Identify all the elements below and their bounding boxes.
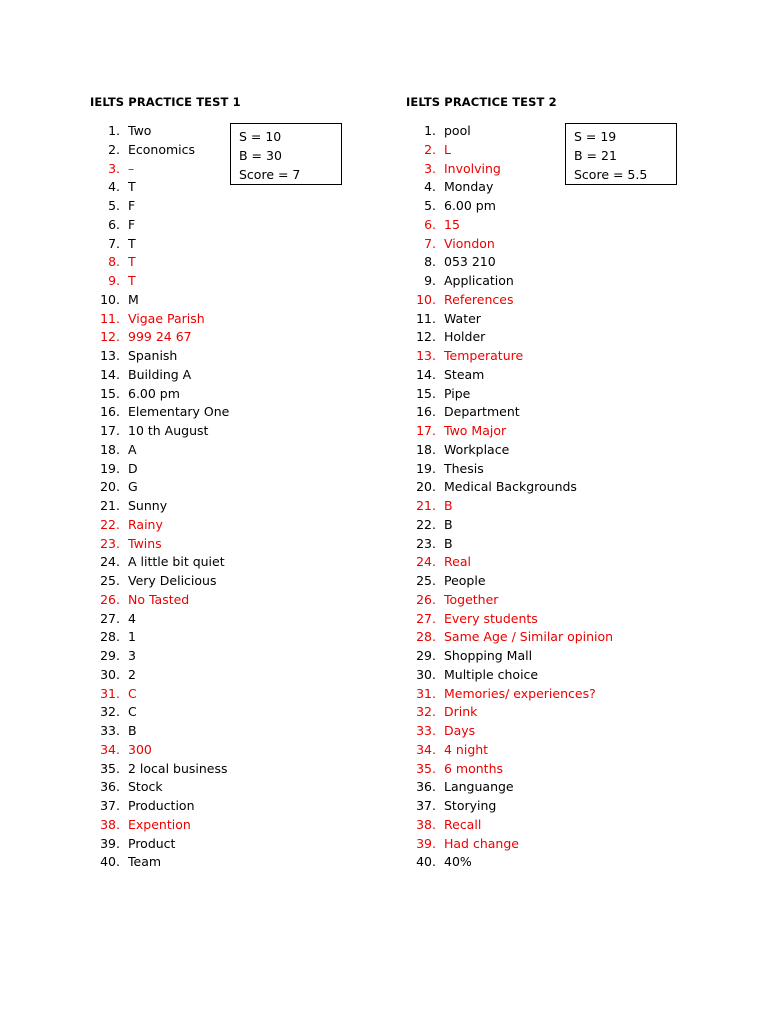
answer-item bbox=[414, 628, 613, 647]
answer-item bbox=[414, 422, 613, 441]
answer-number: 23. bbox=[416, 535, 436, 551]
answer-item bbox=[414, 666, 613, 685]
answer-text: Every students bbox=[444, 610, 538, 626]
answer-number: 37. bbox=[416, 798, 436, 813]
answer-number: 36. bbox=[100, 779, 120, 795]
answer-number: 24. bbox=[416, 554, 436, 570]
answer-item bbox=[98, 216, 229, 235]
answer-text: Elementary One bbox=[128, 404, 230, 420]
answer-number: 13. bbox=[416, 348, 436, 363]
answer-text: Memories/ experiences? bbox=[444, 685, 596, 701]
answer-number: 20. bbox=[100, 479, 120, 495]
answer-item bbox=[414, 685, 613, 704]
answer-item bbox=[98, 478, 229, 497]
answer-text: 6 months bbox=[444, 760, 504, 776]
answer-text: B bbox=[444, 516, 453, 532]
answer-item bbox=[98, 797, 229, 816]
answer-number: 18. bbox=[416, 441, 436, 457]
answer-text: F bbox=[128, 198, 136, 213]
answer-number: 2. bbox=[424, 141, 436, 157]
answer-item bbox=[98, 647, 229, 666]
answer-text: F bbox=[128, 216, 136, 232]
answer-text: Viondon bbox=[444, 235, 495, 251]
answer-item bbox=[414, 216, 613, 235]
answer-item bbox=[414, 497, 613, 516]
answer-text: Expention bbox=[128, 816, 191, 832]
answer-number: 36. bbox=[416, 779, 436, 795]
answer-text: L bbox=[444, 141, 451, 157]
answer-text: Production bbox=[128, 798, 195, 813]
answer-text: Thesis bbox=[444, 460, 484, 476]
answer-item bbox=[98, 347, 229, 366]
answer-text: Had change bbox=[444, 835, 519, 851]
test-1-answer-list bbox=[98, 122, 229, 872]
answer-number: 25. bbox=[100, 573, 120, 588]
answer-number: 21. bbox=[416, 498, 436, 513]
test-2-title: IELTS PRACTICE TEST 2 bbox=[406, 95, 557, 109]
answer-item bbox=[414, 797, 613, 816]
answer-text: 2 bbox=[128, 666, 136, 682]
answer-text: A little bit quiet bbox=[128, 554, 225, 570]
answer-number: 8. bbox=[424, 254, 436, 270]
answer-text: 6.00 pm bbox=[128, 385, 180, 401]
test-1-s-value: S = 10 bbox=[239, 129, 282, 144]
answer-item bbox=[414, 741, 613, 760]
answer-item bbox=[98, 703, 229, 722]
answer-number: 29. bbox=[416, 648, 436, 663]
answer-text: D bbox=[128, 460, 138, 476]
answer-item bbox=[98, 422, 229, 441]
answer-number: 16. bbox=[100, 404, 120, 420]
answer-item bbox=[414, 478, 613, 497]
answer-text: 10 th August bbox=[128, 423, 209, 438]
answer-text: 300 bbox=[128, 741, 152, 757]
answer-item bbox=[414, 272, 613, 291]
answer-number: 5. bbox=[424, 198, 436, 213]
answer-text: Department bbox=[444, 404, 520, 420]
answer-text: Water bbox=[444, 310, 481, 326]
answer-item bbox=[414, 778, 613, 797]
answer-item bbox=[414, 760, 613, 779]
answer-item bbox=[414, 516, 613, 535]
answer-item bbox=[98, 535, 229, 554]
answer-number: 28. bbox=[416, 629, 436, 645]
answer-item bbox=[414, 722, 613, 741]
answer-number: 10. bbox=[100, 291, 120, 307]
answer-number: 7. bbox=[108, 235, 120, 251]
answer-number: 38. bbox=[416, 816, 436, 832]
answer-text: Pipe bbox=[444, 385, 471, 401]
answer-number: 14. bbox=[416, 366, 436, 382]
answer-number: 3. bbox=[108, 160, 120, 176]
answer-text: T bbox=[128, 235, 136, 251]
answer-item bbox=[98, 572, 229, 591]
answer-text: pool bbox=[444, 123, 471, 138]
answer-text: M bbox=[128, 291, 139, 307]
answer-number: 1. bbox=[424, 123, 436, 138]
answer-text: B bbox=[444, 498, 453, 513]
answer-number: 8. bbox=[108, 254, 120, 270]
answer-number: 9. bbox=[108, 273, 120, 288]
answer-text: 3 bbox=[128, 648, 136, 663]
answer-item bbox=[414, 647, 613, 666]
answer-item bbox=[98, 291, 229, 310]
test-2-score-box bbox=[565, 123, 677, 185]
test-1-b-value: B = 30 bbox=[239, 148, 282, 163]
answer-number: 18. bbox=[100, 441, 120, 457]
answer-number: 3. bbox=[424, 160, 436, 176]
answer-number: 6. bbox=[108, 216, 120, 232]
answer-number: 2. bbox=[108, 141, 120, 157]
answer-number: 24. bbox=[100, 554, 120, 570]
answer-number: 22. bbox=[416, 516, 436, 532]
answer-item bbox=[414, 385, 613, 404]
answer-item bbox=[414, 591, 613, 610]
answer-item bbox=[414, 235, 613, 254]
answer-text: Languange bbox=[444, 779, 514, 795]
answer-item bbox=[98, 853, 229, 872]
answer-text: Twins bbox=[128, 535, 162, 551]
answer-number: 34. bbox=[416, 741, 436, 757]
answer-number: 35. bbox=[416, 760, 436, 776]
answer-item bbox=[414, 403, 613, 422]
answer-text: A bbox=[128, 441, 137, 457]
answer-text: Stock bbox=[128, 779, 163, 795]
answer-item bbox=[98, 741, 229, 760]
answer-number: 7. bbox=[424, 235, 436, 251]
answer-item bbox=[98, 235, 229, 254]
answer-text: 1 bbox=[128, 629, 136, 645]
answer-number: 37. bbox=[100, 798, 120, 813]
answer-item bbox=[98, 778, 229, 797]
answer-text: 999 24 67 bbox=[128, 329, 192, 345]
answer-number: 15. bbox=[100, 385, 120, 401]
answer-item bbox=[414, 291, 613, 310]
answer-number: 26. bbox=[416, 591, 436, 607]
answer-item bbox=[414, 253, 613, 272]
answer-number: 33. bbox=[100, 723, 120, 738]
answer-text: Spanish bbox=[128, 348, 178, 363]
answer-number: 39. bbox=[100, 835, 120, 851]
answer-item bbox=[414, 572, 613, 591]
answer-text: Workplace bbox=[444, 441, 510, 457]
test-2-b-value: B = 21 bbox=[574, 148, 617, 163]
answer-number: 11. bbox=[100, 310, 120, 326]
answer-text: Two bbox=[128, 123, 152, 138]
answer-text: G bbox=[128, 479, 138, 495]
answer-text: Recall bbox=[444, 816, 482, 832]
answer-item bbox=[414, 441, 613, 460]
answer-text: 4 night bbox=[444, 741, 489, 757]
answer-item bbox=[414, 703, 613, 722]
answer-item bbox=[98, 497, 229, 516]
answer-number: 9. bbox=[424, 273, 436, 288]
answer-text: Shopping Mall bbox=[444, 648, 533, 663]
answer-text: T bbox=[128, 179, 136, 195]
answer-number: 21. bbox=[100, 498, 120, 513]
answer-item bbox=[98, 178, 229, 197]
answer-number: 35. bbox=[100, 760, 120, 776]
answer-text: 2 local business bbox=[128, 760, 228, 776]
answer-number: 16. bbox=[416, 404, 436, 420]
answer-item bbox=[98, 460, 229, 479]
answer-item bbox=[414, 347, 613, 366]
answer-text: Real bbox=[444, 554, 471, 570]
answer-text: B bbox=[128, 723, 137, 738]
answer-number: 20. bbox=[416, 479, 436, 495]
answer-number: 40. bbox=[100, 854, 120, 870]
answer-number: 14. bbox=[100, 366, 120, 382]
answer-number: 15. bbox=[416, 385, 436, 401]
answer-number: 39. bbox=[416, 835, 436, 851]
answer-number: 31. bbox=[100, 685, 120, 701]
answer-text: T bbox=[128, 254, 136, 270]
answer-text: 6.00 pm bbox=[444, 198, 496, 213]
answer-number: 13. bbox=[100, 348, 120, 363]
answer-text: Vigae Parish bbox=[128, 310, 205, 326]
answer-text: Days bbox=[444, 723, 476, 738]
answer-text: References bbox=[444, 291, 514, 307]
test-2-score-value: Score = 5.5 bbox=[574, 167, 648, 182]
answer-text: 15 bbox=[444, 216, 460, 232]
answer-number: 19. bbox=[416, 460, 436, 476]
test-1-score-value: Score = 7 bbox=[239, 167, 301, 182]
answer-item bbox=[98, 122, 229, 141]
answer-item bbox=[414, 310, 613, 329]
answer-item bbox=[414, 610, 613, 629]
answer-text: No Tasted bbox=[128, 591, 190, 607]
answer-number: 5. bbox=[108, 198, 120, 213]
answer-text: 053 210 bbox=[444, 254, 496, 270]
answer-number: 32. bbox=[416, 704, 436, 720]
answer-number: 22. bbox=[100, 516, 120, 532]
answer-text: Storying bbox=[444, 798, 497, 813]
answer-item bbox=[414, 460, 613, 479]
answer-text: Monday bbox=[444, 179, 494, 195]
answer-item bbox=[414, 197, 613, 216]
answer-number: 25. bbox=[416, 573, 436, 588]
answer-number: 19. bbox=[100, 460, 120, 476]
answer-item bbox=[98, 160, 229, 179]
answer-number: 17. bbox=[416, 423, 436, 438]
answer-number: 27. bbox=[100, 610, 120, 626]
answer-item bbox=[414, 366, 613, 385]
answer-number: 30. bbox=[416, 666, 436, 682]
answer-item bbox=[414, 553, 613, 572]
test-1-column bbox=[90, 94, 241, 870]
answer-item bbox=[98, 403, 229, 422]
answer-text: Rainy bbox=[128, 516, 163, 532]
answer-number: 26. bbox=[100, 591, 120, 607]
answer-text: Two Major bbox=[444, 423, 507, 438]
answer-item bbox=[98, 366, 229, 385]
answer-number: 29. bbox=[100, 648, 120, 663]
answer-number: 34. bbox=[100, 741, 120, 757]
answer-number: 12. bbox=[416, 329, 436, 345]
answer-number: 33. bbox=[416, 723, 436, 738]
answer-text: People bbox=[444, 573, 486, 588]
answer-text: T bbox=[128, 273, 136, 288]
answer-number: 31. bbox=[416, 685, 436, 701]
answer-item bbox=[98, 516, 229, 535]
answer-item bbox=[98, 610, 229, 629]
answer-number: 40. bbox=[416, 854, 436, 870]
answer-number: 6. bbox=[424, 216, 436, 232]
answer-number: 23. bbox=[100, 535, 120, 551]
test-1-score-box bbox=[230, 123, 342, 185]
answer-number: 12. bbox=[100, 329, 120, 345]
answer-item bbox=[414, 853, 613, 872]
answer-text: Holder bbox=[444, 329, 486, 345]
answer-text: Sunny bbox=[128, 498, 168, 513]
answer-text: 4 bbox=[128, 610, 136, 626]
answer-text: B bbox=[444, 535, 453, 551]
answer-item bbox=[98, 385, 229, 404]
answer-item bbox=[98, 760, 229, 779]
answer-item bbox=[414, 328, 613, 347]
answer-text: Temperature bbox=[444, 348, 524, 363]
answer-text: Same Age / Similar opinion bbox=[444, 629, 614, 645]
test-2-s-value: S = 19 bbox=[574, 129, 617, 144]
answer-number: 30. bbox=[100, 666, 120, 682]
answer-item bbox=[98, 722, 229, 741]
answer-item bbox=[414, 835, 613, 854]
answer-text: Very Delicious bbox=[128, 573, 217, 588]
answer-text: Economics bbox=[128, 141, 196, 157]
answer-number: 1. bbox=[108, 123, 120, 138]
answer-item bbox=[98, 328, 229, 347]
answer-item bbox=[98, 835, 229, 854]
answer-item bbox=[414, 816, 613, 835]
answer-text: Drink bbox=[444, 704, 478, 720]
answer-text: C bbox=[128, 704, 137, 720]
answer-text: C bbox=[128, 685, 137, 701]
answer-item bbox=[98, 591, 229, 610]
answer-number: 10. bbox=[416, 291, 436, 307]
answer-number: 4. bbox=[424, 179, 436, 195]
answer-item bbox=[98, 553, 229, 572]
answer-text: Application bbox=[444, 273, 514, 288]
answer-text: Multiple choice bbox=[444, 666, 539, 682]
answer-text: Product bbox=[128, 835, 176, 851]
answer-item bbox=[98, 441, 229, 460]
answer-text: – bbox=[128, 160, 135, 176]
answer-number: 4. bbox=[108, 179, 120, 195]
answer-text: Medical Backgrounds bbox=[444, 479, 577, 495]
answer-item bbox=[98, 310, 229, 329]
test-2-answer-list bbox=[414, 122, 613, 872]
answer-text: 40% bbox=[444, 854, 472, 870]
answer-number: 27. bbox=[416, 610, 436, 626]
answer-item bbox=[98, 197, 229, 216]
answer-item bbox=[98, 272, 229, 291]
answer-item bbox=[98, 253, 229, 272]
answer-item bbox=[98, 816, 229, 835]
answer-text: Steam bbox=[444, 366, 485, 382]
answer-item bbox=[98, 666, 229, 685]
answer-number: 11. bbox=[416, 310, 436, 326]
answer-item bbox=[98, 685, 229, 704]
answer-text: Involving bbox=[444, 160, 501, 176]
answer-text: Building A bbox=[128, 366, 192, 382]
answer-item bbox=[98, 141, 229, 160]
answer-text: Team bbox=[128, 854, 162, 870]
test-1-title: IELTS PRACTICE TEST 1 bbox=[90, 95, 241, 109]
answer-number: 32. bbox=[100, 704, 120, 720]
answer-text: Together bbox=[444, 591, 499, 607]
answer-number: 38. bbox=[100, 816, 120, 832]
answer-number: 17. bbox=[100, 423, 120, 438]
answer-item bbox=[98, 628, 229, 647]
answer-number: 28. bbox=[100, 629, 120, 645]
answer-item bbox=[414, 535, 613, 554]
